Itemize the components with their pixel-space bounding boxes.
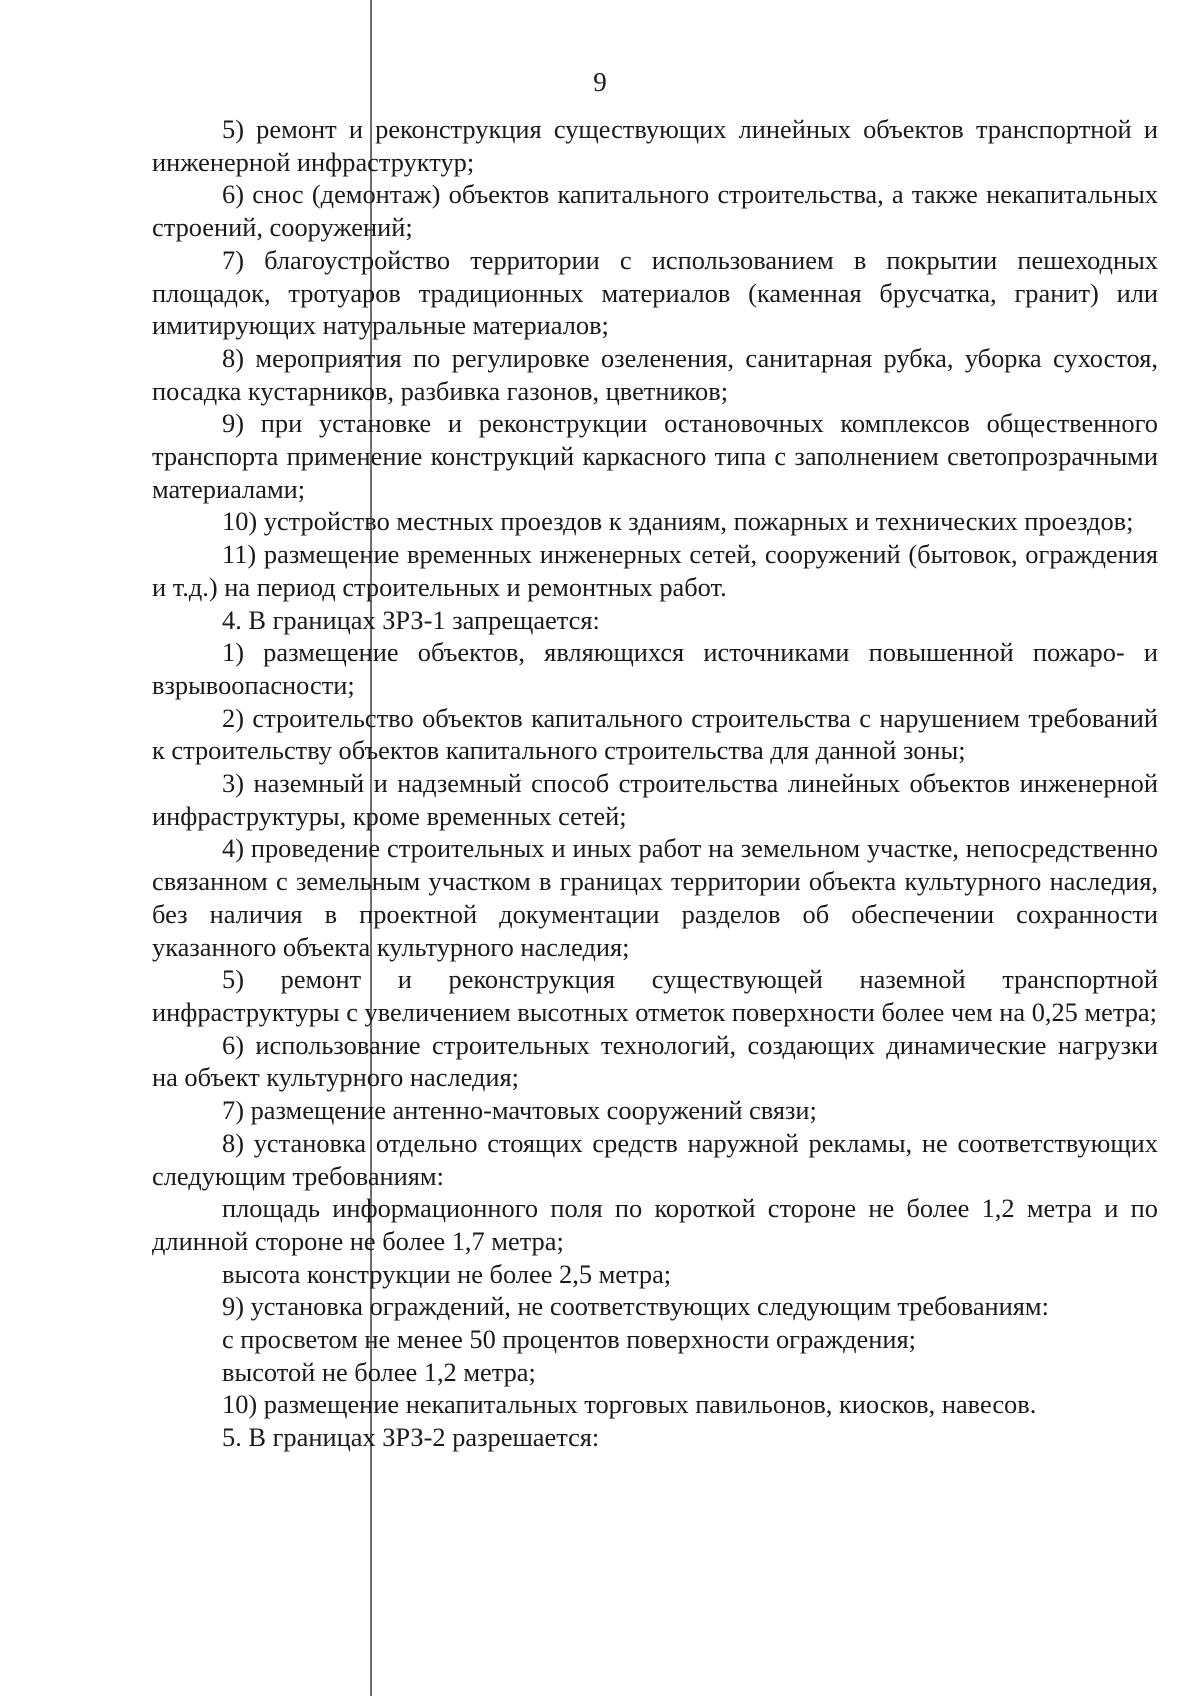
paragraph: 3) наземный и надземный способ строительства линейных объектов инженерной инфраструктуры, кроме временных сетей; [152,768,1158,831]
page-number: 9 [593,67,607,97]
paragraph: 5) ремонт и реконструкция существующих линейных объектов транспортной и инженерной инфраструктур; [152,114,1158,177]
paragraph: 8) мероприятия по регулировке озеленения, санитарная рубка, уборка сухостоя, посадка кустарников, разбивка газонов, цветников; [152,342,1158,406]
paragraph: 6) использование строительных технологий, создающих динамические нагрузки на объект культурного наследия; [152,1029,1158,1093]
paragraph: 1) размещение объектов, являющихся источниками повышенной пожаро- и взрывоопасности; [152,637,1158,700]
paragraph: 10) устройство местных проездов к зданиям, пожарных и технических проездов; [222,506,1134,537]
paragraph: 10) размещение некапитальных торговых павильонов, киосков, навесов. [222,1389,1037,1420]
section-heading: 4. В границах ЗРЗ-1 запрещается: [222,604,600,635]
paragraph: 11) размещение временных инженерных сетей, сооружений (бытовок, ограждения и т.д.) на период строительных и ремонтных работ. [152,539,1158,602]
paragraph: 7) благоустройство территории с использованием в покрытии пешеходных площадок, тротуаров традиционных материалов (каменная брусчатка, гранит) или имитирующих натуральные материалов; [152,244,1158,341]
paragraph: 4) проведение строительных и иных работ на земельном участке, непосредственно связанном с земельным участком в границах территории объекта культурного наследия, без наличия в проектной документации разделов об обеспечении сохранности указанного объекта культурного наследия; [152,833,1158,962]
paragraph: 7) размещение антенно-мачтовых сооружений связи; [222,1095,817,1126]
paragraph: 8) установка отдельно стоящих средств наружной рекламы, не соответствующих следующим требованиям: [152,1127,1158,1191]
paragraph: площадь информационного поля по короткой стороне не более 1,2 метра и по длинной стороне не более 1,7 метра; [152,1193,1158,1256]
paragraph: 9) установка ограждений, не соответствующих следующим требованиям: [222,1291,1049,1322]
paragraph: с просветом не менее 50 процентов поверхности ограждения; [222,1324,916,1355]
section-heading: 5. В границах ЗРЗ-2 разрешается: [222,1422,600,1453]
paragraph: 2) строительство объектов капитального строительства с нарушением требований к строительству объектов капитального строительства для данной зоны; [152,702,1158,766]
paragraph: высотой не более 1,2 метра; [222,1356,536,1387]
paragraph: 6) снос (демонтаж) объектов капитального строительства, а также некапитальных строений, сооружений; [152,179,1158,243]
paragraph: высота конструкции не более 2,5 метра; [222,1258,672,1289]
paragraph: 9) при установке и реконструкции остановочных комплексов общественного транспорта применение конструкций каркасного типа с заполнением светопрозрачными материалами; [152,408,1158,504]
document-body [152,113,1158,1454]
paragraph: 5) ремонт и реконструкция существующей наземной транспортной инфраструктуры с увеличением высотных отметок поверхности более чем на 0,25 метра; [152,964,1158,1027]
